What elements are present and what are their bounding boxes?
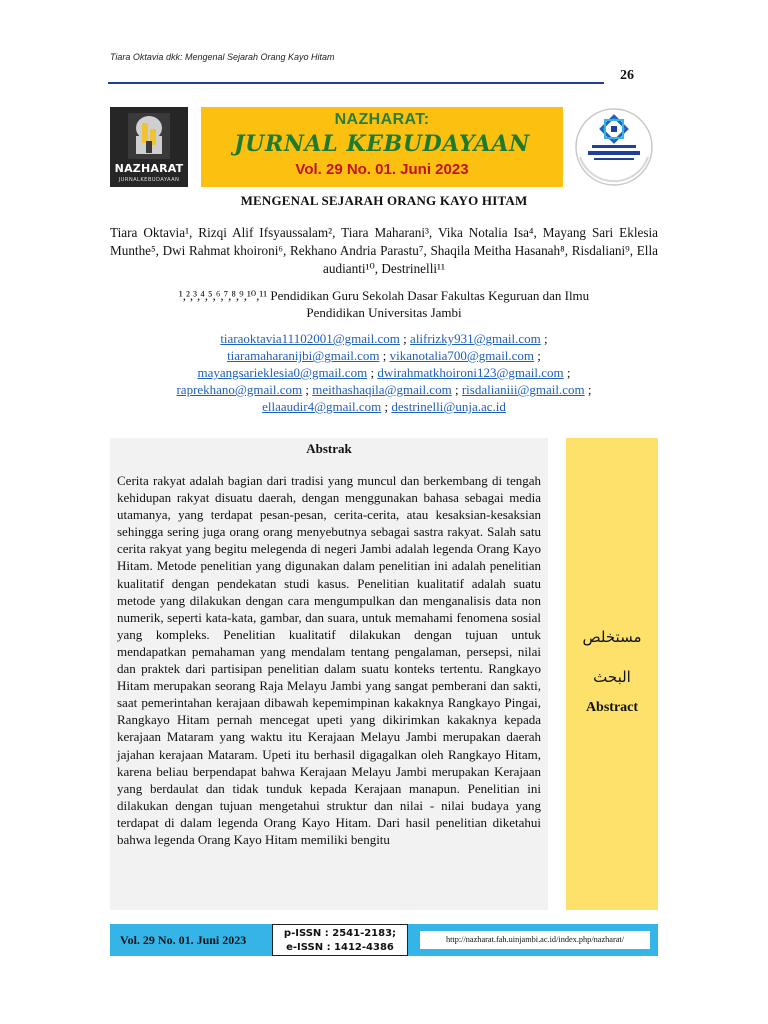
logo-subtitle: JURNALKEBUDAYAAN (118, 177, 180, 183)
arabic-abstract-label: مستخلص (582, 628, 642, 646)
email-link[interactable]: vikanotalia700@gmail.com (389, 348, 535, 363)
email-link[interactable]: alifrizky931@gmail.com (410, 331, 541, 346)
email-link[interactable]: raprekhano@gmail.com (176, 382, 303, 397)
journal-banner (201, 107, 563, 187)
email-separator: ; (382, 348, 387, 363)
email-link[interactable]: tiaramaharanijbi@gmail.com (227, 348, 380, 363)
abstract-heading: Abstrak (306, 441, 352, 456)
email-link[interactable]: meithashaqila@gmail.com (312, 382, 452, 397)
email-link[interactable]: destrinelli@unja.ac.id (391, 399, 506, 414)
email-list (110, 330, 658, 415)
footer-volume: Vol. 29 No. 01. Juni 2023 (120, 933, 247, 947)
abstract-panel (110, 438, 548, 910)
abstract-body: Cerita rakyat adalah bagian dari tradisi yang muncul dan berkembang di tengah kehidupan rakyat disuatu daerah, dengan menggunakan bahasa sebagai media utamanya, yang terdapat pesan-pesan, cerita-cerita, atau kesaksian-kesaksian sehingga sering juga orang orang menyebutnya sebagai sastra rakyat. Salah satu cerita rakyat yang begitu melegenda di negeri Jambi adalah legenda Orang Kayo Hitam. Metode penelitian yang digunakan dalam penelitian ini adalah penelitian kualitatif dengan pendekatan studi kasus. Penelitian kualitatif adalah suatu metode yang dilakukan dengan cara mengumpulkan dan menganalisis data non numerik, seperti kata-kata, gambar, dan suara, untuk memahami fenomena sosial yang kompleks. Penelitian kualitatif dilakukan dengan tujuan untuk mendapatkan pemahaman yang mendalam tentang pengalaman, persepsi, nilai dan praktek dari partisipan penelitian dalam suatu konteks tertentu. Rangkayo Hitam merupakan seorang Raja Melayu Jambi yang sangat pemberani dan sakti, saat pemerintahan kerajaan dibawah kepemimpinan kakaknya Rangkayo Pingai, Rangkayo Hitam pernah mencegat upeti yang dikirimkan kakaknya kepada kerajaan Mataram yang waktu itu Kerajaan Melayu Jambi merupakan daerah jajahan kerajaan Mataram. Upeti itu berhasil digagalkan oleh Rangkayo Hitam, karena beliau berpendapat bahwa Kerajaan Melayu Jambi merupakan Kerajaan yang berdaulat dan tidak tunduk kepada Kerajaan manapun. Penelitian ini dilakukan dengan tujuan mengetahui struktur dan nilai - nilai budaya yang terdapat di dalam legenda Orang Kayo Hitam. Dari hasil penelitian diketahui bahwa legenda Orang Kayo Hitam memiliki bengitu (117, 473, 541, 847)
header-rule (108, 82, 604, 84)
footer-url-link[interactable]: http://nazharat.fah.uinjambi.ac.id/index.php/nazharat/ (420, 931, 650, 949)
affiliation-line-2: Pendidikan Universitas Jambi (306, 305, 462, 320)
arabic-research-label: البحث (593, 668, 631, 686)
journal-volume: Vol. 29 No. 01. Juni 2023 (295, 161, 469, 178)
affiliation-line-1: Pendidikan Guru Sekolah Dasar Fakultas Keguruan dan Ilmu (270, 288, 590, 303)
email-separator: ; (454, 382, 459, 397)
email-separator: ; (537, 348, 541, 363)
article-title: MENGENAL SEJARAH ORANG KAYO HITAM (240, 193, 528, 208)
footer-p-issn: p-ISSN : 2541-2183; (283, 928, 397, 939)
logo-name: NAZHARAT (114, 162, 184, 175)
email-separator: ; (587, 382, 592, 397)
email-separator: ; (544, 331, 548, 346)
author-list: Tiara Oktavia¹, Rizqi Alif Ifsyaussalam², Tiara Maharani³, Vika Notalia Isa⁴, Mayang Sari Eklesia Munthe⁵, Dwi Rahmat khoironi⁶, Rekhano Andria Parastu⁷, Shaqila Meitha Hasanah⁸, Risdaliani⁹, Ella audianti¹⁰, Destrinelli¹¹ (110, 225, 658, 276)
abstract-english-label: Abstract (585, 700, 639, 715)
footer-bar (110, 924, 658, 956)
email-separator: ; (566, 365, 571, 380)
email-link[interactable]: mayangsarieklesia0@gmail.com (197, 365, 368, 380)
university-logo-icon (574, 107, 654, 187)
journal-kicker: NAZHARAT: (334, 111, 430, 128)
footer-e-issn: e-ISSN : 1412-4386 (286, 942, 394, 953)
footer-issn (272, 924, 408, 956)
abstract-side-label-panel (566, 438, 658, 910)
email-link[interactable]: ellaaudir4@gmail.com (262, 399, 382, 414)
email-link[interactable]: tiaraoktavia11102001@gmail.com (220, 331, 400, 346)
email-separator: ; (305, 382, 310, 397)
nazharat-emblem-icon (128, 113, 170, 159)
page-number: 26 (620, 68, 634, 83)
journal-title: JURNAL KEBUDAYAAN (234, 131, 530, 157)
email-link[interactable]: risdalianiii@gmail.com (461, 382, 585, 397)
running-head: Tiara Oktavia dkk: Mengenal Sejarah Orang Kayo Hitam (110, 52, 335, 62)
affiliation-numbers: ¹,²,³,⁴,⁵,⁶,⁷,⁸,⁹,¹⁰,¹¹ (178, 288, 268, 303)
affiliation (110, 287, 658, 321)
email-separator: ; (403, 331, 407, 346)
nazharat-logo (110, 107, 188, 187)
email-separator: ; (370, 365, 375, 380)
email-separator: ; (384, 399, 389, 414)
email-link[interactable]: dwirahmatkhoironi123@gmail.com (377, 365, 564, 380)
